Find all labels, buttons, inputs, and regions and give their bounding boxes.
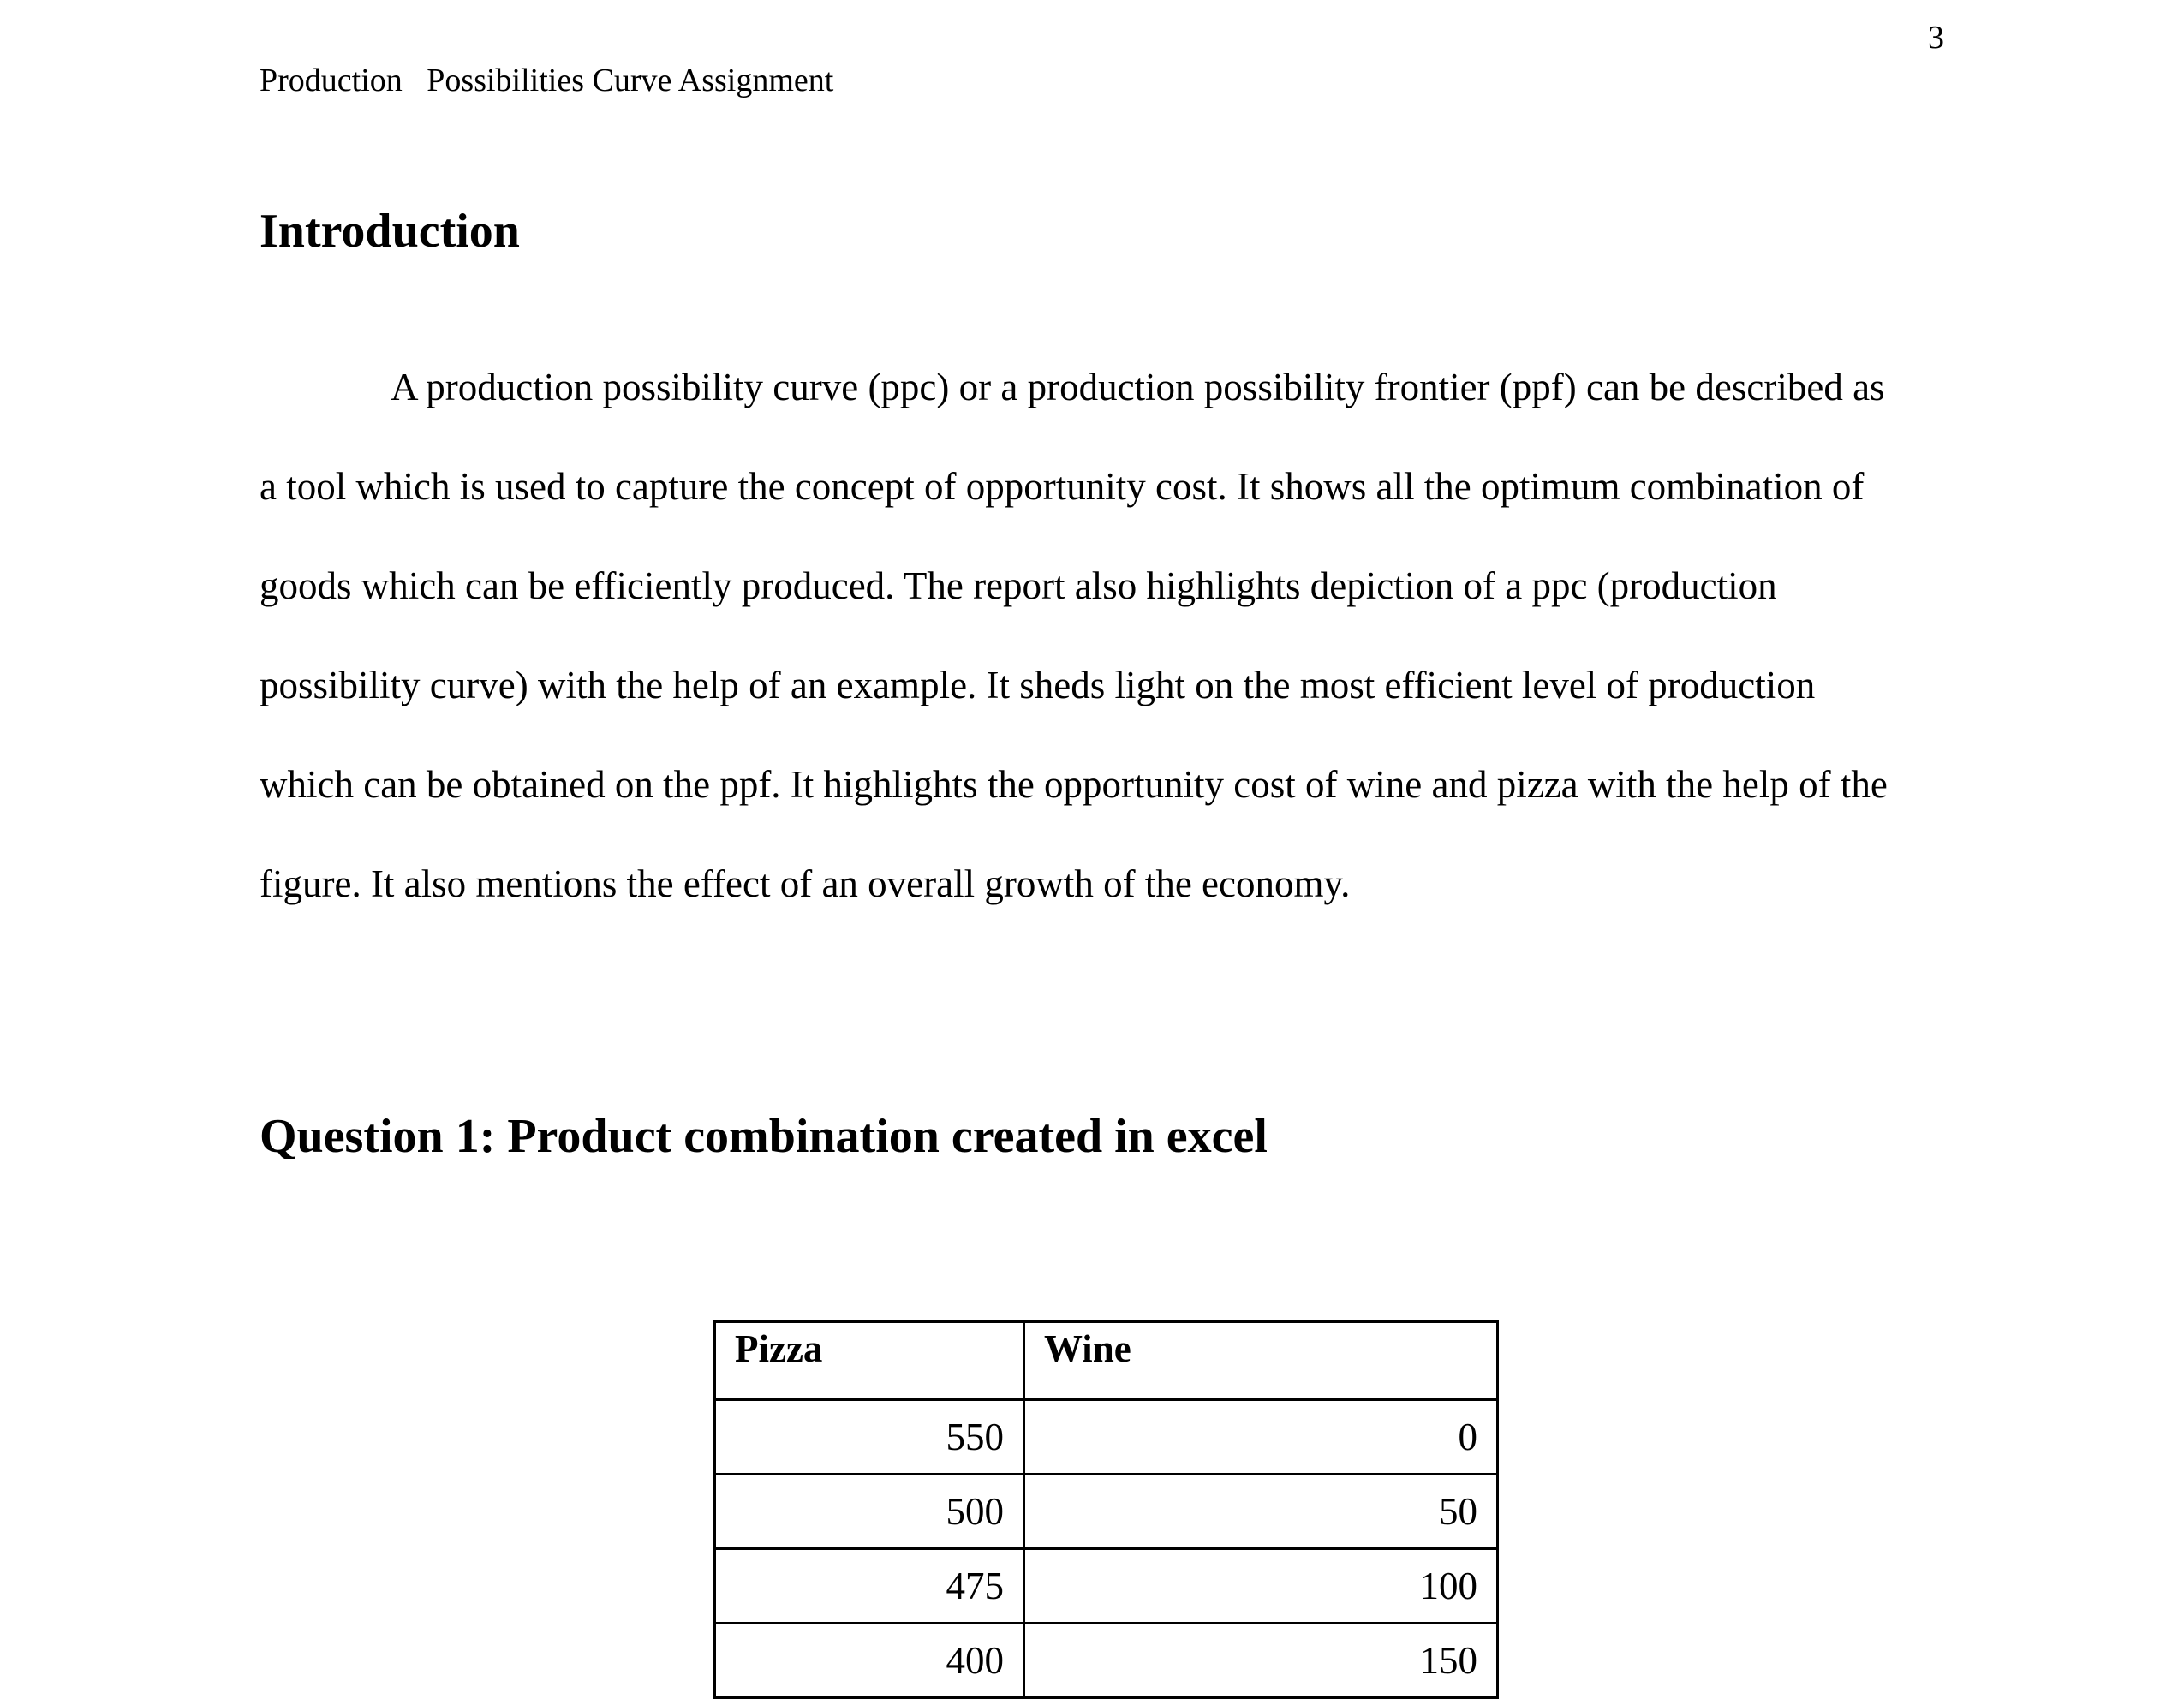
table-row [715,1400,1498,1475]
product-combination-table [713,1320,1499,1699]
wine-cell: 150 [1024,1624,1498,1698]
introduction-paragraph: A production possibility curve (ppc) or a production possibility frontier (ppf) can be described as a tool which is used to capture the concept of opportunity cost. It shows all the optimum combination of goods which can be efficiently produced. The report also highlights depiction of a ppc (production possibility curve) with the help of an example. It sheds light on the most efficient level of production which can be obtained on the ppf. It highlights the opportunity cost of wine and pizza with the help of the figure. It also mentions the effect of an overall growth of the economy. [260,366,1888,905]
pizza-cell: 400 [715,1624,1024,1698]
wine-cell: 50 [1024,1475,1498,1549]
column-header-wine: Wine [1024,1322,1498,1400]
table-header-row [715,1322,1498,1400]
table-row [715,1624,1498,1698]
pizza-cell: 475 [715,1549,1024,1624]
question-1-heading: Question 1: Product combination created in excel [260,1110,1268,1163]
running-head: Production Possibilities Curve Assignment [260,63,834,98]
column-header-pizza: Pizza [715,1322,1024,1400]
table-row [715,1549,1498,1624]
wine-cell: 0 [1024,1400,1498,1475]
page-number: 3 [1928,20,1944,56]
introduction-heading: Introduction [260,205,520,258]
wine-cell: 100 [1024,1549,1498,1624]
table-row [715,1475,1498,1549]
pizza-cell: 500 [715,1475,1024,1549]
pizza-cell: 550 [715,1400,1024,1475]
